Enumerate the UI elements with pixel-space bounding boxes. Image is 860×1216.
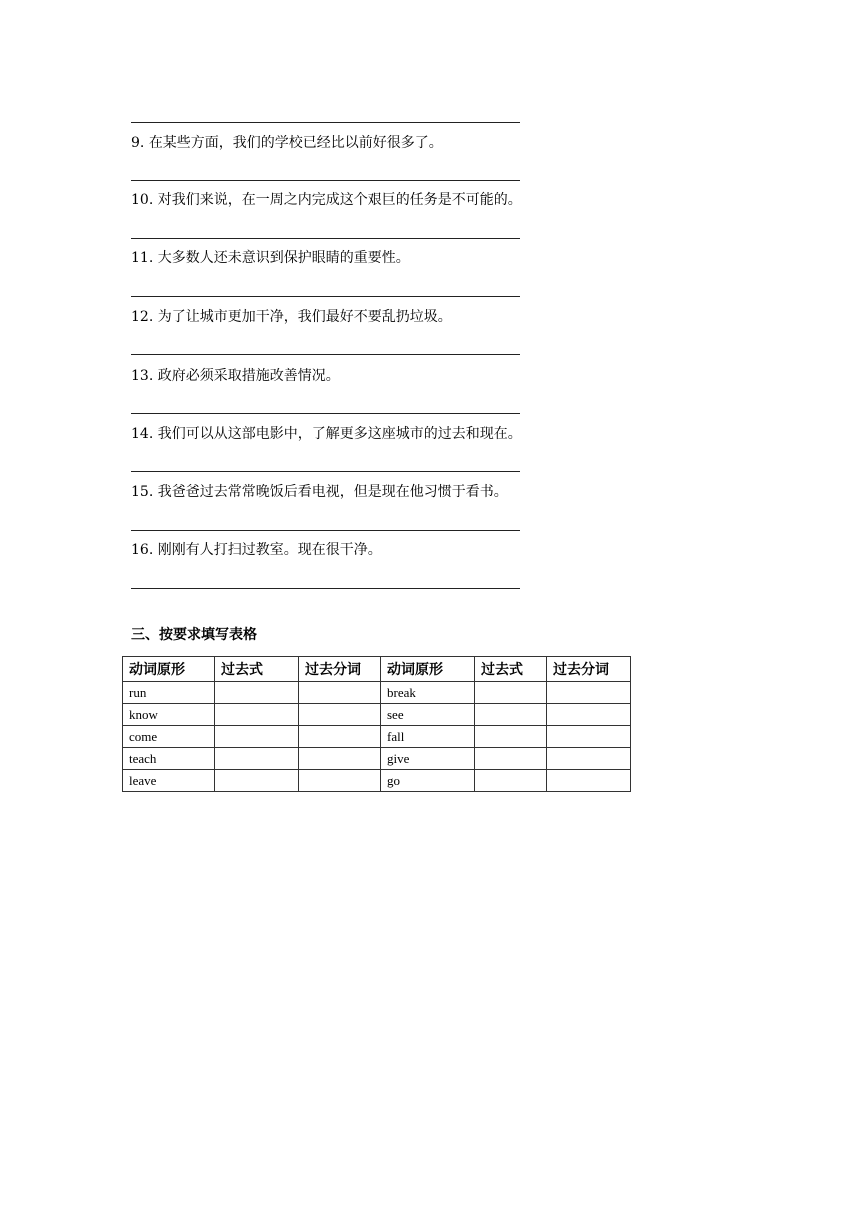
table-row bbox=[123, 682, 631, 704]
question-text: 我们可以从这部电影中，了解更多这座城市的过去和现在。 bbox=[157, 426, 522, 442]
question-13 bbox=[131, 367, 340, 385]
verb-cell: break bbox=[381, 682, 475, 704]
answer-cell[interactable] bbox=[215, 748, 299, 770]
question-11 bbox=[131, 249, 410, 267]
answer-cell[interactable] bbox=[547, 682, 631, 704]
question-number: 12. bbox=[131, 309, 154, 325]
answer-cell[interactable] bbox=[547, 770, 631, 792]
answer-cell[interactable] bbox=[475, 682, 547, 704]
question-15 bbox=[131, 483, 508, 501]
answer-line-9[interactable] bbox=[131, 180, 520, 181]
answer-cell[interactable] bbox=[299, 682, 381, 704]
answer-cell[interactable] bbox=[475, 726, 547, 748]
answer-line-8[interactable] bbox=[131, 122, 520, 123]
answer-cell[interactable] bbox=[475, 748, 547, 770]
question-number: 16. bbox=[131, 542, 154, 558]
question-text: 为了让城市更加干净，我们最好不要乱扔垃圾。 bbox=[157, 309, 452, 325]
header-base-form: 动词原形 bbox=[123, 657, 215, 682]
question-text: 对我们来说，在一周之内完成这个艰巨的任务是不可能的。 bbox=[157, 192, 522, 208]
verb-cell: know bbox=[123, 704, 215, 726]
question-text: 刚刚有人打扫过教室。现在很干净。 bbox=[157, 542, 382, 558]
table-row bbox=[123, 726, 631, 748]
answer-line-10[interactable] bbox=[131, 238, 520, 239]
verb-cell: run bbox=[123, 682, 215, 704]
question-number: 11. bbox=[131, 250, 154, 266]
question-12 bbox=[131, 308, 452, 326]
answer-cell[interactable] bbox=[215, 704, 299, 726]
answer-line-15[interactable] bbox=[131, 530, 520, 531]
question-text: 大多数人还未意识到保护眼睛的重要性。 bbox=[157, 250, 410, 266]
verb-cell: fall bbox=[381, 726, 475, 748]
section-3-title: 三、按要求填写表格 bbox=[131, 627, 257, 643]
question-16 bbox=[131, 541, 382, 559]
header-past-tense: 过去式 bbox=[215, 657, 299, 682]
verb-cell: give bbox=[381, 748, 475, 770]
answer-cell[interactable] bbox=[215, 726, 299, 748]
answer-line-12[interactable] bbox=[131, 354, 520, 355]
table-row bbox=[123, 748, 631, 770]
answer-line-13[interactable] bbox=[131, 413, 520, 414]
answer-cell[interactable] bbox=[475, 770, 547, 792]
verb-cell: go bbox=[381, 770, 475, 792]
answer-cell[interactable] bbox=[547, 704, 631, 726]
answer-line-16[interactable] bbox=[131, 588, 520, 589]
answer-cell[interactable] bbox=[299, 704, 381, 726]
verb-cell: come bbox=[123, 726, 215, 748]
answer-cell[interactable] bbox=[547, 748, 631, 770]
verb-cell: teach bbox=[123, 748, 215, 770]
question-number: 13. bbox=[131, 368, 154, 384]
verb-cell: see bbox=[381, 704, 475, 726]
header-past-participle: 过去分词 bbox=[299, 657, 381, 682]
answer-cell[interactable] bbox=[215, 770, 299, 792]
question-text: 我爸爸过去常常晚饭后看电视，但是现在他习惯于看书。 bbox=[157, 484, 508, 500]
answer-cell[interactable] bbox=[475, 704, 547, 726]
table-header-row bbox=[123, 657, 631, 682]
question-text: 政府必须采取措施改善情况。 bbox=[157, 368, 340, 384]
verb-cell: leave bbox=[123, 770, 215, 792]
answer-cell[interactable] bbox=[299, 748, 381, 770]
answer-cell[interactable] bbox=[299, 770, 381, 792]
table-row bbox=[123, 770, 631, 792]
question-14 bbox=[131, 425, 522, 443]
header-past-participle: 过去分词 bbox=[547, 657, 631, 682]
header-base-form: 动词原形 bbox=[381, 657, 475, 682]
question-number: 15. bbox=[131, 484, 154, 500]
question-10 bbox=[131, 191, 522, 209]
question-number: 9. bbox=[131, 135, 145, 151]
table-row bbox=[123, 704, 631, 726]
answer-cell[interactable] bbox=[547, 726, 631, 748]
answer-cell[interactable] bbox=[299, 726, 381, 748]
answer-line-14[interactable] bbox=[131, 471, 520, 472]
verb-forms-table bbox=[122, 656, 631, 792]
question-text: 在某些方面，我们的学校已经比以前好很多了。 bbox=[148, 135, 443, 151]
answer-cell[interactable] bbox=[215, 682, 299, 704]
answer-line-11[interactable] bbox=[131, 296, 520, 297]
header-past-tense: 过去式 bbox=[475, 657, 547, 682]
question-9 bbox=[131, 134, 443, 152]
question-number: 10. bbox=[131, 192, 154, 208]
question-number: 14. bbox=[131, 426, 154, 442]
